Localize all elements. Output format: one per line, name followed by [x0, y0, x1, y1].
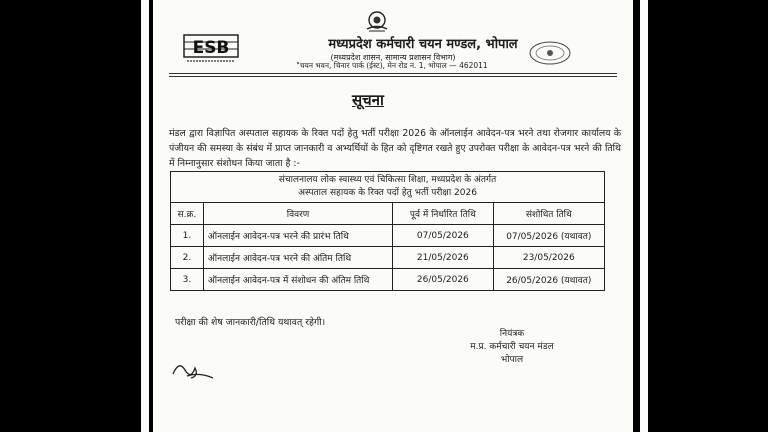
table-row	[171, 225, 605, 247]
row-serial: 2.	[171, 247, 204, 269]
signatory-org: म.प्र. कर्मचारी चयन मंडल	[470, 342, 554, 352]
row-previous-date: 21/05/2026	[393, 247, 494, 269]
notice-intro: मंडल द्वारा विज्ञापित अस्पताल सहायक के रिक्त पदों हेतु भर्ती परीक्षा 2026 के ऑनलाईन आवेदन-पत्र भरने तथा रोजगार कार्यालय के पंजीयन की समस्या के संबंध में प्राप्त जानकारी व अभ्यर्थियों के हित को दृष्टिगत रखते हुए उपरोक्त परीक्षा के आवेदन-पत्र भरने की तिथि में निम्नानुसार संशोधन किया जाता है :-	[169, 128, 621, 169]
organization-department: (मध्यप्रदेश शासन, सामान्य प्रशासन विभाग)	[330, 53, 456, 62]
table-row	[171, 269, 605, 291]
signatory-block	[437, 328, 587, 367]
notice-title: सूचना	[352, 91, 384, 109]
organization-address: "चयन भवन, चिनार पार्क (ईस्ट), मेन रोड न. 1, भोपाल — 462011	[296, 61, 488, 70]
page-left-edge	[141, 0, 149, 432]
seal-icon	[527, 40, 573, 66]
header-revised-date: संशोधित तिथि	[493, 203, 604, 225]
table-caption	[171, 172, 605, 203]
row-previous-date: 26/05/2026	[393, 269, 494, 291]
row-revised-date: 23/05/2026	[493, 247, 604, 269]
header-rule	[169, 73, 617, 74]
notice-document	[153, 0, 633, 432]
esb-logo	[183, 34, 239, 64]
logo-letters: ESB	[192, 38, 230, 58]
table-header-row	[171, 203, 605, 225]
signatory-city: भोपाल	[500, 355, 524, 365]
row-description: ऑनलाईन आवेदन-पत्र में संशोधन की अंतिम तिथि	[203, 269, 392, 291]
row-description: ऑनलाईन आवेदन-पत्र भरने की प्रारंभ तिथि	[203, 225, 392, 247]
table-row	[171, 247, 605, 269]
state-emblem-icon	[364, 10, 390, 32]
header-description: विवरण	[203, 203, 392, 225]
page-right-edge	[640, 0, 648, 432]
row-serial: 3.	[171, 269, 204, 291]
table-caption-line-1: संचालनालय लोक स्वास्थ्य एवं चिकित्सा शिक्षा, मध्यप्रदेश के अंतर्गत	[278, 175, 497, 185]
row-revised-date: 07/05/2026 (यथावत)	[493, 225, 604, 247]
date-revision-table	[170, 171, 605, 291]
row-previous-date: 07/05/2026	[393, 225, 494, 247]
row-revised-date: 26/05/2026 (यथावत)	[493, 269, 604, 291]
organization-name: मध्यप्रदेश कर्मचारी चयन मण्डल, भोपाल	[328, 37, 518, 52]
table-caption-line-2: अस्पताल सहायक के रिक्त पदों हेतु भर्ती परीक्षा 2026	[298, 188, 477, 198]
signature-icon	[169, 356, 217, 384]
header-serial: स.क्र.	[171, 203, 204, 225]
row-serial: 1.	[171, 225, 204, 247]
signatory-title: नियंत्रक	[499, 329, 525, 339]
header-rule-second	[169, 76, 617, 77]
footer-note: परीक्षा की शेष जानकारी/तिथि यथावत् रहेगी।	[175, 317, 326, 328]
row-description: ऑनलाईन आवेदन-पत्र भरने की अंतिम तिथि	[203, 247, 392, 269]
header-previous-date: पूर्व में निर्धारित तिथि	[393, 203, 494, 225]
